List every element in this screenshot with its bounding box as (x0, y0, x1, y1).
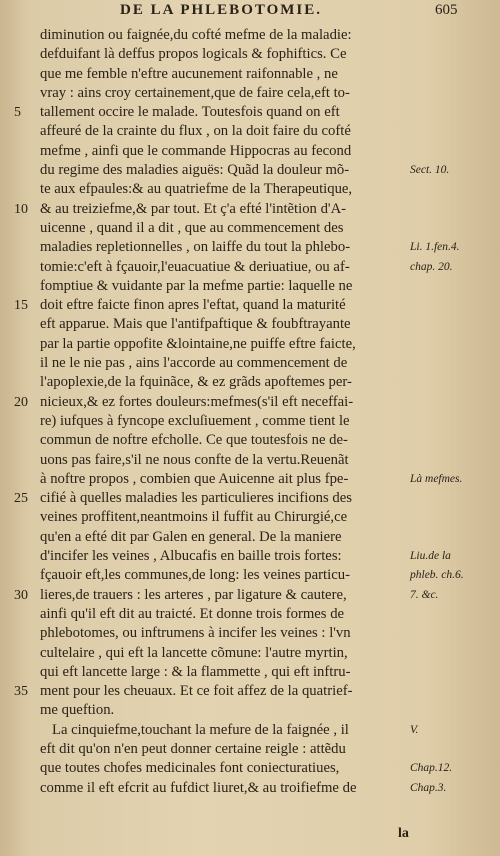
text-line: doit eftre faicte finon apres l'eftat, quand la maturité (40, 297, 346, 314)
text-line: à noftre propos , combien que Auicenne ait plus fpe- (40, 470, 349, 487)
catchword: la (398, 826, 409, 841)
text-line: eft dit qu'on n'en peut donner certaine reigle : attẽdu (40, 740, 346, 757)
text-line: te aux efpaules:& au quatriefme de la Therapeutique, (40, 181, 353, 198)
text-line: uicenne , quand il a dit , que au commencement des (40, 219, 344, 236)
line-number: 15 (14, 298, 28, 314)
text-line: me queftion. (40, 702, 115, 719)
text-line: nicieux,& ez fortes douleurs:mefmes(s'il eft neceffai- (40, 393, 354, 410)
text-line: que toutes chofes medicinales font coniecturatiues, (40, 760, 340, 777)
text-line: defduifant là deffus propos logicals & fophiftics. Ce (40, 46, 347, 63)
text-line: eft apparue. Mais que l'antifpaftique & foubftrayante (40, 316, 351, 333)
line-number: 5 (14, 105, 21, 121)
text-line: d'incifer les veines , Albucafis en baille trois fortes: (40, 548, 342, 565)
text-line: ainfi qu'il eft dit au traicté. Et donne trois formes de (40, 605, 345, 622)
text-line: qui eft lancette large : & la flammette , qui eft inftru- (40, 663, 351, 680)
line-number: 30 (14, 587, 28, 603)
margin-note: Là mefmes. (410, 472, 463, 485)
margin-note: V. (410, 723, 419, 736)
text-line: fçauoir eft,les communes,de long: les veines particu- (40, 567, 350, 584)
text-line: mefme , ainfi que le commande Hippocras au fecond (40, 142, 352, 159)
text-line: il ne le nie pas , ains l'accorde au commencement de (40, 355, 348, 372)
margin-note: Liu.de la (410, 550, 451, 563)
line-number: 10 (14, 201, 28, 217)
page-header (0, 2, 500, 26)
text-line: veines proffitent,neantmoins il fuffit au Chirurgié,ce (40, 509, 348, 526)
text-line: phlebotomes, ou inftrumens à incifer les veines : l'vn (40, 625, 351, 642)
margin-note: Sect. 10. (410, 164, 450, 177)
text-line: diminution ou faignée,du cofté mefme de la maladie: (40, 27, 352, 43)
text-line: commun de noftre efcholle. Ce que toutesfois ne de- (40, 432, 348, 449)
margin-note: Chap.12. (410, 762, 453, 775)
margin-note: Chap.3. (410, 781, 447, 794)
text-line: cultelaire , qui eft la lancette cõmune: l'autre myrtin, (40, 644, 348, 661)
margin-note: Li. 1.fen.4. (410, 241, 460, 254)
text-line: l'apoplexie,de la fquinãce, & ez grãds apoftemes per- (40, 374, 352, 391)
text-line: que me femble n'eftre aucunement raifonnable , ne (40, 65, 338, 82)
text-line: cifié à quelles maladies les particulieres incifions des (40, 490, 352, 507)
text-line: lieres,de trauers : les arteres , par ligature & cautere, (40, 586, 347, 603)
margin-note: 7. &c. (410, 588, 439, 601)
body-text (40, 26, 440, 798)
page-number: 605 (435, 2, 458, 18)
margin-note: phleb. ch.6. (410, 569, 464, 582)
text-line: maladies repletionnelles , on laiffe du tout la phlebo- (40, 239, 351, 256)
text-line: vray : ains croy certainement,que de faire cela,eft to- (40, 84, 350, 101)
text-line: tomie:c'eft à fçauoir,l'euacuatiue & deriuatiue, ou af- (40, 258, 350, 275)
text-line: tallement occire le malade. Toutesfois quand on eft (40, 104, 340, 121)
line-number: 20 (14, 394, 28, 410)
text-line: qu'en a efté dit par Galen en general. De la maniere (40, 528, 342, 545)
line-number: 25 (14, 491, 28, 507)
text-line: fomptiue & vuidante par la mefme partie: laquelle ne (40, 277, 353, 294)
text-line: uons pas faire,s'il ne nous confte de la vertu.Reuenãt (40, 451, 349, 468)
text-line: La cinquiefme,touchant la mefure de la faignée , il (52, 721, 349, 738)
line-number: 35 (14, 684, 28, 700)
margin-note: chap. 20. (410, 260, 453, 273)
text-line: affeuré de la crainte du flux , on la doit faire du cofté (40, 123, 351, 140)
running-head: DE LA PHLEBOTOMIE. (120, 2, 323, 18)
text-line: par la partie oppofite &lointaine,ne puiffe eftre faicte, (40, 335, 356, 352)
text-line: & au treiziefme,& par tout. Et ç'a efté l'intẽtion d'A- (40, 200, 347, 217)
text-line: ment pour les cheuaux. Et ce foit affez de la quatrief- (40, 683, 353, 700)
text-line: comme il eft efcrit au fufdict liuret,& au troifiefme de (40, 779, 357, 796)
text-line: du regime des maladies aiguës: Quãd la douleur mõ- (40, 162, 350, 179)
text-line: re) iufques à fyncope excluſiuement , comme tient le (40, 412, 350, 429)
